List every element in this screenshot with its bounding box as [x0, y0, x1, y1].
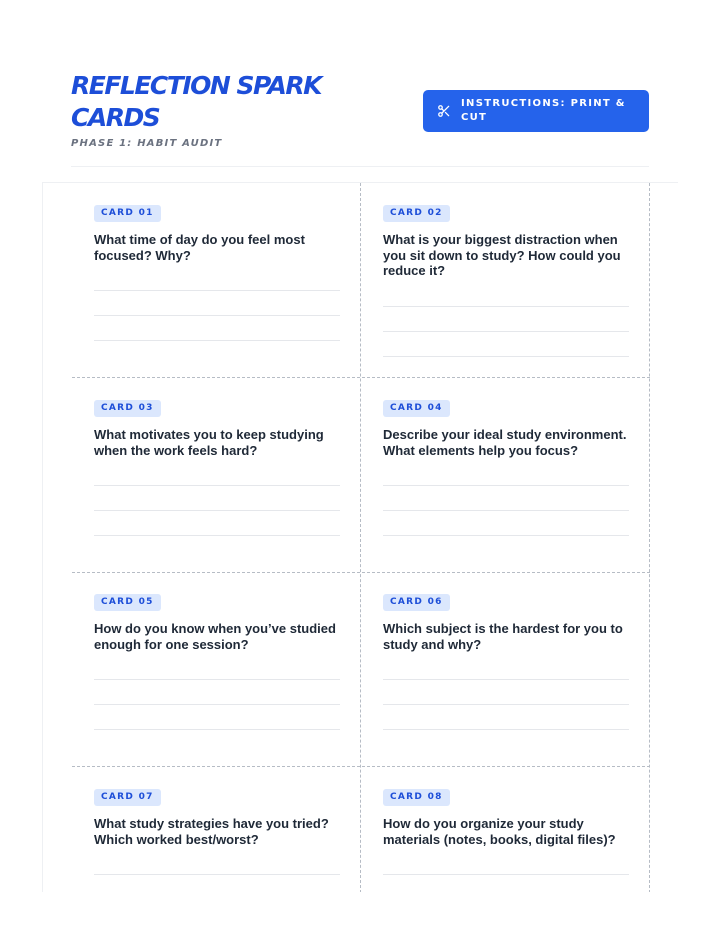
card-question: What is your biggest distraction when you sit down to study? How could you reduce it? [383, 232, 621, 278]
reflection-card [361, 183, 650, 377]
answer-lines [383, 679, 629, 754]
scissors-icon [437, 104, 451, 118]
answer-lines [383, 485, 629, 560]
card-number-badge: CARD 07 [94, 789, 161, 806]
answer-lines [94, 874, 340, 892]
instructions-label: INSTRUCTIONS: PRINT & CUT [461, 98, 626, 123]
page-header [71, 70, 651, 160]
card-number-badge: CARD 06 [383, 594, 450, 611]
card-question: How do you know when you’ve studied enough for one session? [94, 621, 336, 652]
reflection-card [361, 767, 650, 892]
card-number-badge: CARD 08 [383, 789, 450, 806]
header-divider [71, 166, 649, 167]
card-number-badge: CARD 04 [383, 400, 450, 417]
card-question: How do you organize your study materials (notes, books, digital files)? [383, 816, 616, 847]
reflection-card [72, 572, 361, 766]
card-sheet [42, 182, 678, 892]
card-number-badge: CARD 03 [94, 400, 161, 417]
answer-lines [383, 306, 629, 381]
reflection-card [72, 183, 361, 377]
reflection-card [361, 378, 650, 572]
instructions-button[interactable] [423, 90, 649, 132]
card-question: Which subject is the hardest for you to study and why? [383, 621, 623, 652]
answer-lines [94, 485, 340, 560]
card-number-badge: CARD 02 [383, 205, 450, 222]
answer-lines [94, 290, 340, 365]
answer-lines [383, 874, 629, 892]
card-question: What time of day do you feel most focused? Why? [94, 232, 305, 263]
reflection-card [72, 767, 361, 892]
card-question: What motivates you to keep studying when the work feels hard? [94, 427, 324, 458]
card-number-badge: CARD 01 [94, 205, 161, 222]
answer-lines [94, 679, 340, 754]
page-title: REFLECTION SPARK CARDS [71, 71, 321, 132]
card-number-badge: CARD 05 [94, 594, 161, 611]
card-question: What study strategies have you tried? Which worked best/worst? [94, 816, 329, 847]
card-question: Describe your ideal study environment. What elements help you focus? [383, 427, 627, 458]
reflection-card [361, 572, 650, 766]
page-subtitle: PHASE 1: HABIT AUDIT [71, 138, 223, 149]
reflection-card [72, 378, 361, 572]
